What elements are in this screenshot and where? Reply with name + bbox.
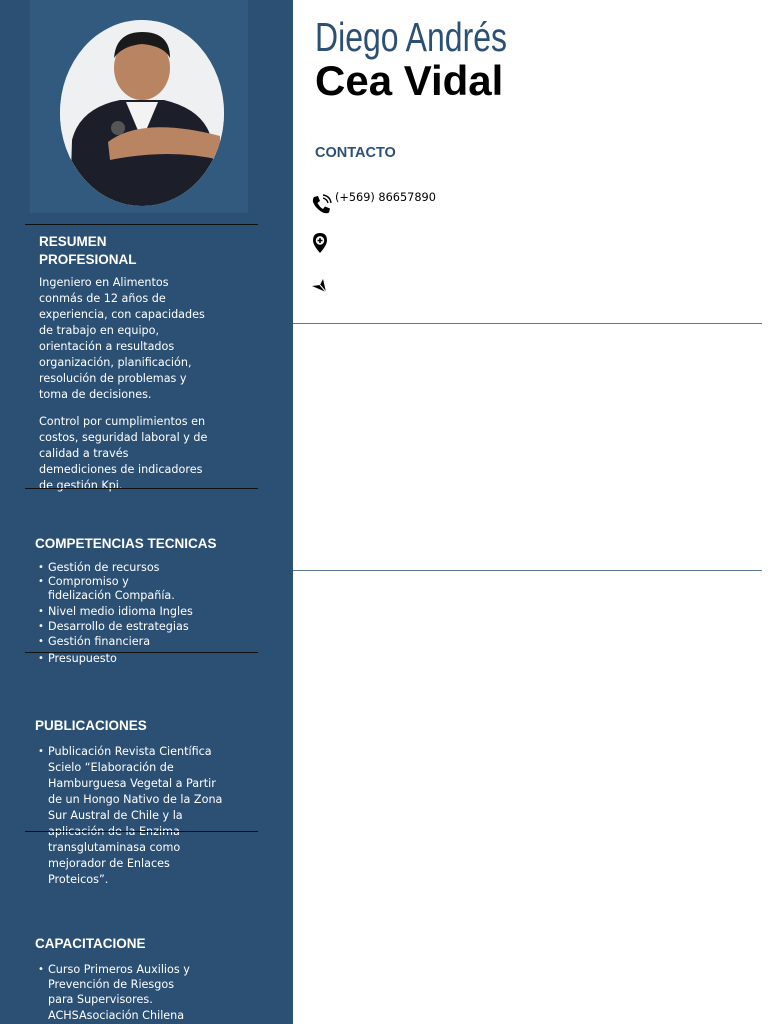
summary-paragraph-1: Ingeniero en Alimentos conmás de 12 años de experiencia, con capacidades de trabajo en equipo, orientación a resultados organización, planificación, resolución de problemas y toma de decisiones.: [39, 276, 205, 401]
skills-title: COMPETENCIAS TECNICAS: [35, 536, 217, 551]
divider-line: [25, 831, 258, 832]
summary-title: RESUMEN PROFESIONAL: [39, 234, 137, 267]
divider-line: [25, 652, 258, 653]
list-item: • Presupuesto: [35, 651, 255, 666]
profile-photo: [60, 20, 224, 206]
training-list: [35, 962, 265, 1023]
list-item: • Desarrollo de estrategias: [35, 619, 255, 634]
skills-list: [35, 560, 255, 666]
phone-icon: [310, 194, 332, 216]
section-divider: [293, 323, 762, 324]
publications-title: PUBLICACIONES: [35, 718, 147, 733]
list-item: • Nivel medio idioma Ingles: [35, 604, 255, 619]
first-name: Diego Andrés: [315, 14, 508, 60]
contact-title: CONTACTO: [315, 145, 396, 161]
sidebar: [0, 0, 293, 1024]
section-divider: [293, 570, 762, 571]
location-pin-icon: [310, 232, 332, 254]
publications-list: [35, 744, 265, 888]
list-item: • Publicación Revista Científica Scielo “Elaboración de Hamburguesa Vegetal a Partir de un Hongo Nativo de la Zona Sur Austral de Chile y la aplicación de la Enzima transglutaminasa como mejorador de Enlaces Proteicos”.: [35, 744, 265, 888]
list-item: • Gestión financiera: [35, 634, 255, 649]
phone-number: (+569) 86657890: [335, 191, 436, 204]
list-item: • Gestión de recursos: [35, 560, 255, 575]
summary-paragraph-2: Control por cumplimientos en costos, seguridad laboral y de calidad a través demediciones de indicadores de gestión Kpi.: [39, 415, 208, 492]
divider-line: [25, 488, 258, 489]
last-name: Cea Vidal: [315, 57, 504, 104]
send-icon: [310, 276, 332, 298]
training-title: CAPACITACIONE: [35, 936, 146, 951]
divider-line: [25, 224, 258, 225]
list-item: • Compromiso y fidelización Compañía.: [35, 575, 255, 603]
list-item: • Curso Primeros Auxilios y Prevención de Riesgos para Supervisores. ACHSAsociación Chilena: [35, 962, 265, 1023]
